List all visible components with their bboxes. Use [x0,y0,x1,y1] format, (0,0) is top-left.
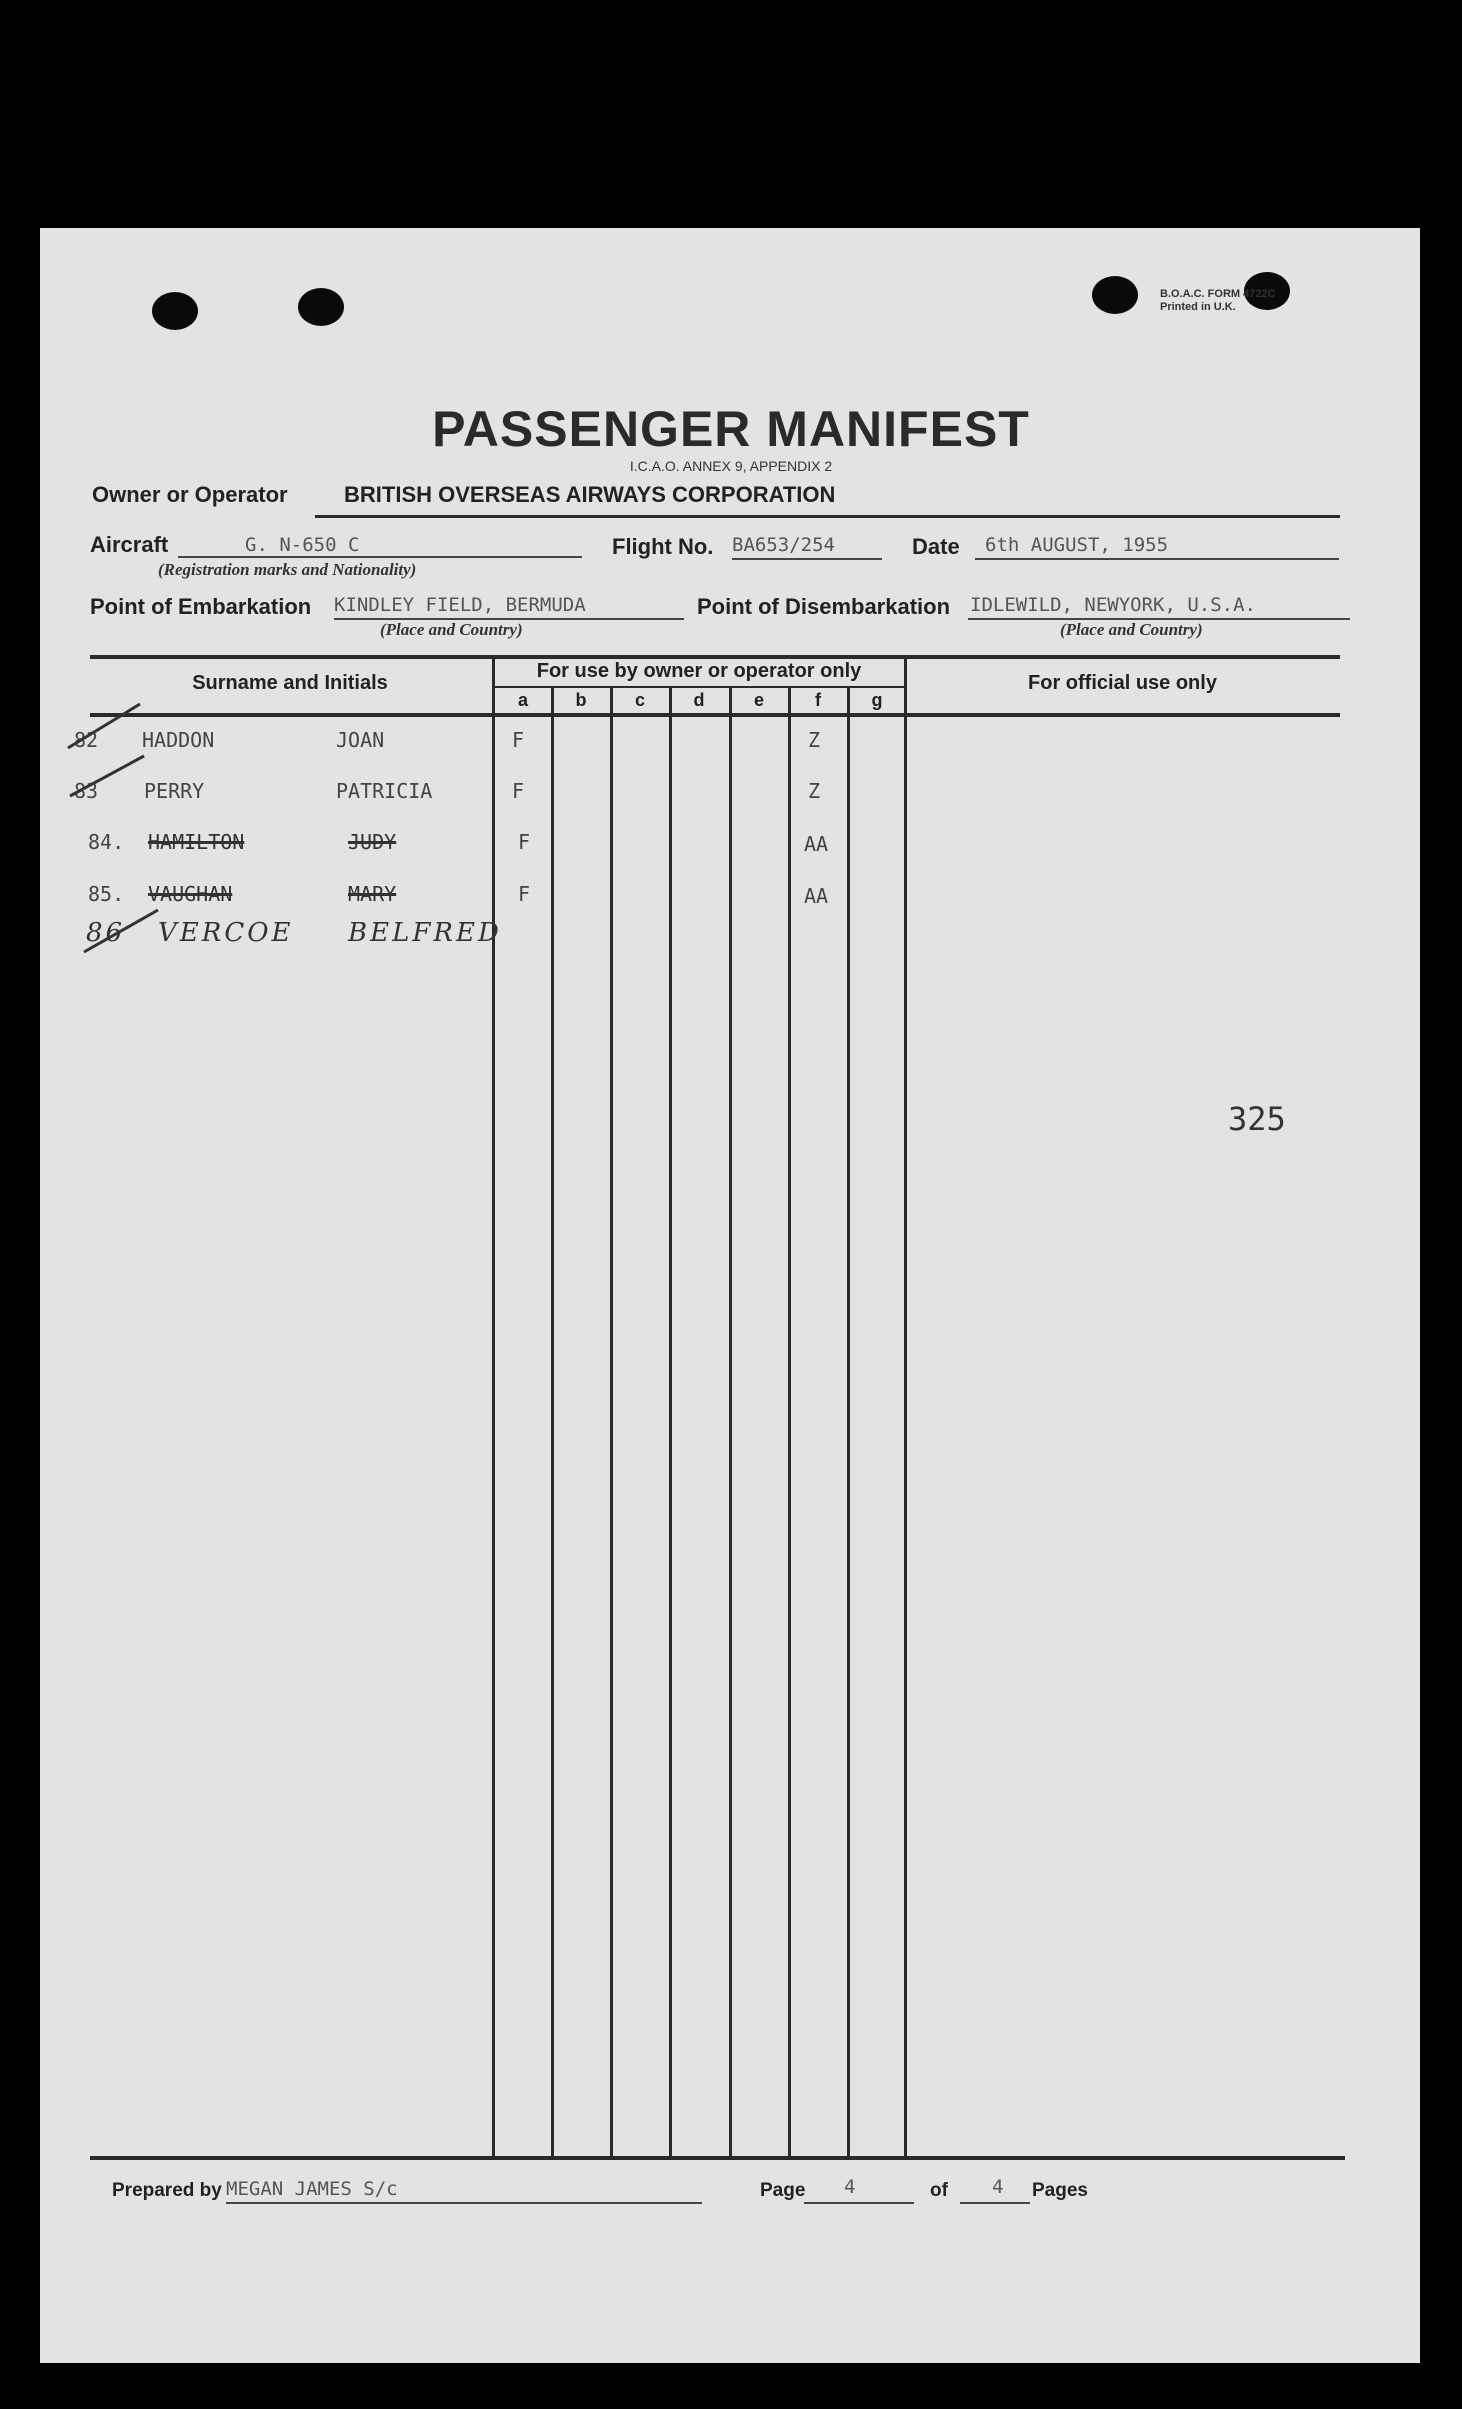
row-surname: HADDON [142,728,215,752]
embarkation-value: KINDLEY FIELD, BERMUDA [334,594,586,616]
owner-label: Owner or Operator [92,482,288,507]
owner-value: BRITISH OVERSEAS AIRWAYS CORPORATION [344,482,836,507]
flight-value: BA653/254 [732,534,835,556]
pages-label: Pages [1032,2180,1088,2201]
divider-official [904,655,907,2157]
of-value: 4 [992,2176,1004,2198]
col-f-header: f [815,690,821,710]
flight-label: Flight No. [612,534,714,559]
form-number: B.O.A.C. FORM 4722C Printed in U.K. [1160,288,1276,313]
divider-a-b [551,688,554,2157]
col-c-header: c [634,690,645,710]
divider-b-c [610,688,613,2157]
prepared-by-underline [226,2202,702,2204]
disembarkation-value: IDLEWILD, NEWYORK, U.S.A. [970,594,1256,616]
punch-hole-left-1 [152,292,198,330]
letters-top-rule [493,686,905,688]
disembarkation-note: (Place and Country) [1060,620,1203,639]
header-bottom-rule [90,713,1340,717]
row-col-f: AA [804,884,829,908]
embarkation-note: (Place and Country) [380,620,523,639]
col-g-header: g [871,690,883,710]
page-title: PASSENGER MANIFEST [432,401,1030,457]
punch-hole-right-1 [1092,276,1138,314]
row-surname: HAMILTON [148,830,245,854]
row-number: 83 [74,779,99,803]
divider-d-e [729,688,732,2157]
disembarkation-label: Point of Disembarkation [697,594,951,619]
page-underline [804,2202,914,2204]
page-stamp-number: 325 [1228,1100,1286,1138]
row-number: 82 [74,728,99,752]
col-a-header: a [517,690,528,710]
col-e-header: e [753,690,764,710]
row-col-a: F [512,779,525,803]
row-first-name: JUDY [348,830,397,854]
row-col-f: Z [808,728,821,752]
row-first-name: JOAN [336,728,385,752]
row-surname: VERCOE [158,918,294,948]
row-col-a: F [518,882,531,906]
divider-surname [492,655,495,2157]
official-use-header: For official use only [1028,672,1217,694]
prepared-by-value: MEGAN JAMES S/c [226,2178,398,2200]
page-subtitle: I.C.A.O. ANNEX 9, APPENDIX 2 [629,458,833,474]
embarkation-label: Point of Embarkation [90,594,312,619]
row-number: 85. [88,882,125,906]
row-first-name: BELFRED [348,918,502,948]
aircraft-value: G. N-650 C [245,534,360,556]
footer-top-rule [90,2156,1345,2160]
divider-e-f [788,688,791,2157]
owner-use-header: For use by owner or operator only [536,660,862,682]
punch-hole-left-2 [298,288,344,326]
surname-header: Surname and Initials [192,672,388,694]
owner-rule [315,515,1340,518]
date-value: 6th AUGUST, 1955 [985,534,1169,556]
prepared-by-label: Prepared by [112,2180,222,2201]
of-label: of [930,2180,948,2201]
row-first-name: PATRICIA [336,779,433,803]
col-d-header: d [693,690,705,710]
row-col-f: AA [804,832,829,856]
col-b-header: b [575,690,587,710]
tick-marks [60,696,160,956]
row-col-a: F [512,728,525,752]
row-number: 84. [88,830,125,854]
divider-f-g [847,688,850,2157]
date-underline [975,558,1339,560]
row-surname: VAUGHAN [148,882,233,906]
row-surname: PERRY [144,779,205,803]
flight-underline [732,558,882,560]
row-number: 86 [86,918,126,948]
page-value: 4 [844,2176,856,2198]
aircraft-underline [178,556,582,558]
of-underline [960,2202,1030,2204]
aircraft-note: (Registration marks and Nationality) [158,560,417,579]
table-top-rule [90,655,1340,659]
row-first-name: MARY [348,882,397,906]
divider-c-d [669,688,672,2157]
row-col-f: Z [808,779,821,803]
date-label: Date [912,534,960,559]
aircraft-label: Aircraft [90,532,169,557]
row-col-a: F [518,830,531,854]
page-label: Page [760,2180,806,2201]
